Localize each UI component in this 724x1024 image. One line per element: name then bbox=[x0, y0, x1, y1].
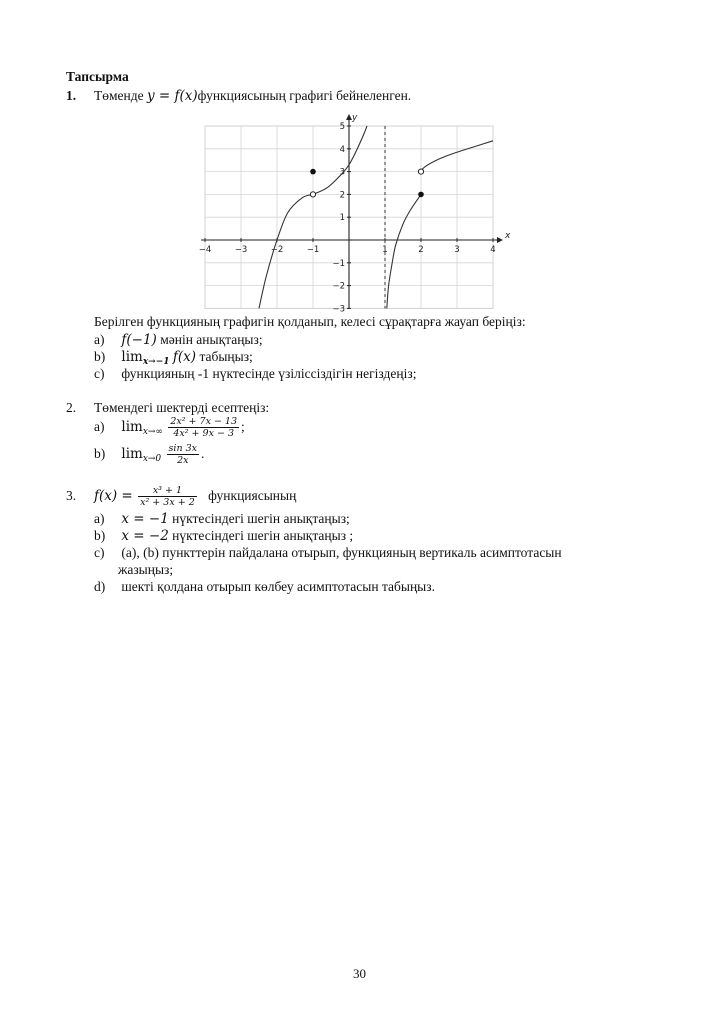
function-curve bbox=[387, 194, 424, 308]
y-tick-label: 1 bbox=[339, 213, 345, 224]
y-axis-label: y bbox=[352, 113, 358, 123]
task-3-item-c bbox=[94, 545, 562, 561]
fraction bbox=[167, 443, 199, 466]
numerator: sin 3x bbox=[168, 443, 197, 455]
item-label: a) bbox=[94, 511, 105, 526]
task-3-item-d bbox=[94, 579, 435, 595]
x-tick-label: −4 bbox=[198, 245, 212, 255]
item-label: c) bbox=[94, 366, 105, 381]
item-text: (a), (b) пункттерін пайдалана отырып, функцияның вертикаль асимптотасын bbox=[121, 545, 562, 560]
numerator: 2x² + 7x − 13 bbox=[170, 416, 238, 428]
task-3-item-c-cont bbox=[118, 562, 173, 578]
y-tick-label: 4 bbox=[339, 144, 345, 155]
task-2-number: 2. bbox=[66, 400, 77, 415]
numerator: x³ + 1 bbox=[138, 485, 197, 497]
task-1-number: 1. bbox=[66, 88, 77, 103]
task-3-item-b bbox=[94, 528, 353, 544]
limit-subscript: x→−1 bbox=[142, 357, 170, 367]
intro-pre: Төменде bbox=[94, 88, 144, 103]
task-1-intro bbox=[94, 88, 411, 104]
closed-point bbox=[310, 169, 316, 175]
function-curve bbox=[259, 194, 313, 308]
limit-symbol: lim bbox=[121, 419, 143, 435]
function-lhs: f(x) = bbox=[94, 488, 133, 504]
x-tick-label: 4 bbox=[490, 245, 496, 255]
item-text: шекті қолдана отырып көлбеу асимптотасын табыңыз. bbox=[121, 579, 435, 594]
limit-symbol: lim bbox=[121, 349, 143, 365]
x-axis-arrow bbox=[497, 237, 503, 243]
task-1-prompt: Берілген функцияның графигін қолданып, келесі сұрақтарға жауап беріңіз: bbox=[94, 314, 526, 329]
task-3-function bbox=[94, 482, 296, 510]
y-tick-label: −1 bbox=[332, 258, 345, 269]
x-axis-label: x bbox=[505, 231, 511, 241]
item-text: табыңыз; bbox=[199, 349, 253, 364]
limit-subscript: x→∞ bbox=[142, 427, 163, 437]
task-1-item-c bbox=[94, 366, 416, 382]
closed-point bbox=[418, 192, 424, 198]
x-tick-label: 2 bbox=[418, 245, 424, 255]
function-post: функциясының bbox=[208, 488, 297, 503]
item-text: жазыңыз; bbox=[118, 562, 174, 577]
fraction bbox=[168, 416, 239, 439]
task-3-number: 3. bbox=[66, 488, 77, 503]
intro-math: y = f(x) bbox=[147, 88, 198, 104]
denominator: x² + 3x + 2 bbox=[140, 497, 195, 509]
function-curve bbox=[313, 126, 367, 194]
denominator: 4x² + 9x − 3 bbox=[173, 428, 234, 440]
fraction bbox=[138, 485, 197, 508]
denominator: 2x bbox=[177, 455, 189, 467]
task-1-item-a bbox=[94, 332, 263, 348]
function-graph bbox=[196, 106, 516, 315]
limit-symbol: lim bbox=[121, 446, 143, 462]
y-tick-label: −2 bbox=[332, 281, 345, 292]
end-punct: . bbox=[201, 446, 205, 461]
y-tick-label: 3 bbox=[339, 167, 345, 178]
item-math: x = −1 bbox=[121, 511, 169, 527]
item-label: c) bbox=[94, 545, 105, 560]
item-text: функцияның -1 нүктесінде үзіліссіздігін негіздеңіз; bbox=[121, 366, 417, 381]
item-label: b) bbox=[94, 528, 106, 543]
item-math: f(x) bbox=[172, 349, 197, 365]
page-title: Тапсырма bbox=[66, 69, 129, 84]
open-point bbox=[310, 192, 315, 197]
page-number: 30 bbox=[353, 966, 366, 981]
y-tick-label: 2 bbox=[339, 190, 345, 201]
item-text: мәнін анықтаңыз; bbox=[160, 332, 263, 347]
x-tick-label: −1 bbox=[306, 245, 320, 255]
task-2-intro: Төмендегі шектерді есептеңіз: bbox=[94, 400, 270, 415]
task-2-item-b bbox=[94, 441, 204, 472]
limit-subscript: x→0 bbox=[142, 454, 162, 464]
y-tick-label: −3 bbox=[332, 304, 345, 315]
open-point bbox=[418, 169, 423, 174]
item-math: x = −2 bbox=[121, 528, 169, 544]
item-label: a) bbox=[94, 419, 105, 434]
end-punct: ; bbox=[241, 419, 245, 434]
x-tick-label: −2 bbox=[270, 245, 284, 255]
item-label: b) bbox=[94, 446, 106, 461]
item-math: f(−1) bbox=[121, 332, 157, 348]
y-tick-label: 5 bbox=[339, 122, 345, 132]
intro-post: функциясының графигі бейнеленген. bbox=[197, 88, 412, 103]
item-text: нүктесіндегі шегін анықтаңыз; bbox=[172, 511, 350, 526]
x-tick-label: 3 bbox=[454, 245, 460, 255]
x-tick-label: −3 bbox=[234, 245, 248, 255]
task-3-item-a bbox=[94, 511, 350, 527]
item-label: d) bbox=[94, 579, 106, 594]
x-tick-label: 1 bbox=[382, 245, 388, 255]
item-label: b) bbox=[94, 349, 106, 364]
item-text: нүктесіндегі шегін анықтаңыз ; bbox=[172, 528, 354, 543]
item-label: a) bbox=[94, 332, 105, 347]
